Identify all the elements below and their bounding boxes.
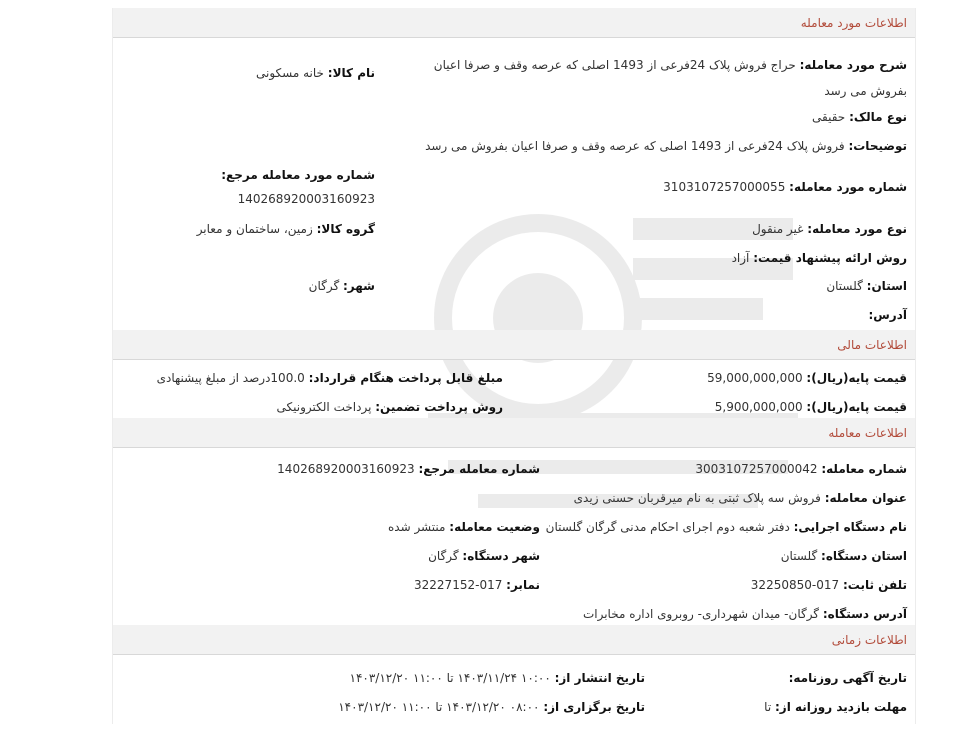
field-label: شماره معامله مرجع:	[418, 462, 540, 476]
hold-date	[338, 700, 645, 714]
field-label: مبلغ قابل پرداخت هنگام قرارداد:	[308, 371, 503, 385]
field-value: ۰۸:۰۰ ۱۴۰۳/۱۲/۲۰ تا ۱۱:۰۰ ۱۴۰۳/۱۲/۲۰	[338, 700, 540, 714]
field-value: گرگان- میدان شهرداری- روبروی اداره مخابرات	[582, 607, 820, 621]
guarantee-amount	[715, 400, 907, 414]
transaction-title	[574, 491, 907, 505]
deal-type	[752, 222, 907, 236]
field-value: گلستان	[826, 279, 863, 293]
field-label: شهر:	[343, 279, 375, 293]
contract-payment	[157, 371, 503, 385]
section-title: اطلاعات معامله	[828, 426, 907, 440]
field-label: شماره معامله:	[821, 462, 907, 476]
field-value: 100.0درصد از مبلغ پیشنهادی	[156, 371, 305, 385]
reference-number-value	[238, 192, 375, 206]
section-header-transaction	[113, 418, 915, 448]
field-value: ۱۰:۰۰ ۱۴۰۳/۱۱/۲۴ تا ۱۱:۰۰ ۱۴۰۳/۱۲/۲۰	[349, 671, 551, 685]
field-label: روش پرداخت تضمین:	[375, 400, 503, 414]
field-label: وضعیت معامله:	[449, 520, 540, 534]
agency-province	[781, 549, 907, 563]
field-label: نوع مورد معامله:	[807, 222, 907, 236]
field-label: شماره مورد معامله:	[789, 180, 907, 194]
field-value: پرداخت الکترونیکی	[276, 400, 372, 414]
field-label: عنوان معامله:	[824, 491, 907, 505]
field-value: 3003107257000042	[695, 462, 818, 476]
field-label: استان:	[866, 279, 907, 293]
field-value: تا	[764, 700, 772, 714]
section-header-deal	[113, 8, 915, 38]
field-label: شماره مورد معامله مرجع:	[221, 168, 375, 182]
field-value: حراج فروش پلاک 24فرعی از 1493 اصلی که عرصه وقف و صرفا اعیان بفروش می رسد	[433, 58, 907, 98]
field-label: قیمت پایه(ریال):	[806, 371, 907, 385]
transaction-reference	[277, 462, 540, 476]
agency-phone	[751, 578, 907, 592]
item-group	[197, 222, 375, 236]
deal-notes	[425, 139, 907, 153]
section-title: اطلاعات زمانی	[831, 633, 907, 647]
field-value: منتشر شده	[387, 520, 446, 534]
field-value: 59,000,000,000	[707, 371, 803, 385]
field-label: نام دستگاه اجرایی:	[793, 520, 907, 534]
field-value: گلستان	[780, 549, 818, 563]
field-value: حقیقی	[812, 110, 846, 124]
field-value: گرگان	[428, 549, 459, 563]
deal-number	[663, 180, 907, 194]
deal-description	[415, 52, 907, 104]
address	[868, 308, 907, 322]
field-label: مهلت بازدید روزانه از:	[775, 700, 907, 714]
publish-date	[350, 671, 645, 685]
field-value: فروش پلاک 24فرعی از 1493 اصلی که عرصه وقف و صرفا اعیان بفروش می رسد	[425, 139, 845, 153]
field-label: نام کالا:	[327, 66, 375, 80]
owner-type	[812, 110, 907, 124]
transaction-number	[695, 462, 907, 476]
section-header-time	[113, 625, 915, 655]
field-value: دفتر شعبه دوم اجرای احکام مدنی گرگان گلستان	[545, 520, 790, 534]
transaction-status	[388, 520, 540, 534]
watermark-logo-icon	[418, 198, 808, 528]
field-label: گروه کالا:	[316, 222, 375, 236]
field-label: تلفن ثابت:	[842, 578, 907, 592]
field-label: استان دستگاه:	[821, 549, 907, 563]
field-value: 140268920003160923	[237, 192, 375, 206]
section-title: اطلاعات مالی	[837, 338, 907, 352]
deal-details-panel	[112, 8, 916, 724]
section-title: اطلاعات مورد معامله	[800, 16, 907, 30]
field-value: خانه مسکونی	[256, 66, 324, 80]
base-price	[707, 371, 907, 385]
bid-method	[732, 251, 907, 265]
field-label: شرح مورد معامله:	[799, 58, 907, 72]
section-header-finance	[113, 330, 915, 360]
agency-city	[428, 549, 540, 563]
province	[826, 279, 907, 293]
field-value: 017-32227152	[414, 578, 503, 592]
field-label: نمابر:	[506, 578, 540, 592]
field-label: آدرس:	[868, 308, 907, 322]
city	[309, 279, 375, 293]
field-label: شهر دستگاه:	[462, 549, 540, 563]
field-value: 017-32250850	[750, 578, 840, 592]
field-value: گرگان	[308, 279, 340, 293]
field-value: 3103107257000055	[663, 180, 786, 194]
agency-fax	[414, 578, 540, 592]
field-value: زمین، ساختمان و معابر	[196, 222, 313, 236]
field-label: توضیحات:	[848, 139, 907, 153]
field-label: روش ارائه پیشنهاد قیمت:	[753, 251, 907, 265]
reference-number-label	[221, 168, 375, 182]
field-value: فروش سه پلاک ثبتی به نام میرقربان حسنی زیدی	[573, 491, 821, 505]
field-label: آدرس دستگاه:	[822, 607, 907, 621]
agency-name	[546, 520, 907, 534]
field-value: 5,900,000,000	[714, 400, 803, 414]
field-label: نوع مالک:	[849, 110, 907, 124]
field-value: آزاد	[731, 251, 750, 265]
field-value: 140268920003160923	[277, 462, 415, 476]
item-name	[256, 66, 375, 80]
agency-address	[583, 607, 907, 621]
field-value: غیر منقول	[752, 222, 804, 236]
newspaper-date	[789, 671, 907, 685]
field-label: تاریخ برگزاری از:	[543, 700, 645, 714]
field-label: تاریخ آگهی روزنامه:	[788, 671, 907, 685]
field-label: تاریخ انتشار از:	[554, 671, 645, 685]
guarantee-method	[277, 400, 503, 414]
field-label: قیمت پایه(ریال):	[806, 400, 907, 414]
visit-deadline	[764, 700, 907, 714]
